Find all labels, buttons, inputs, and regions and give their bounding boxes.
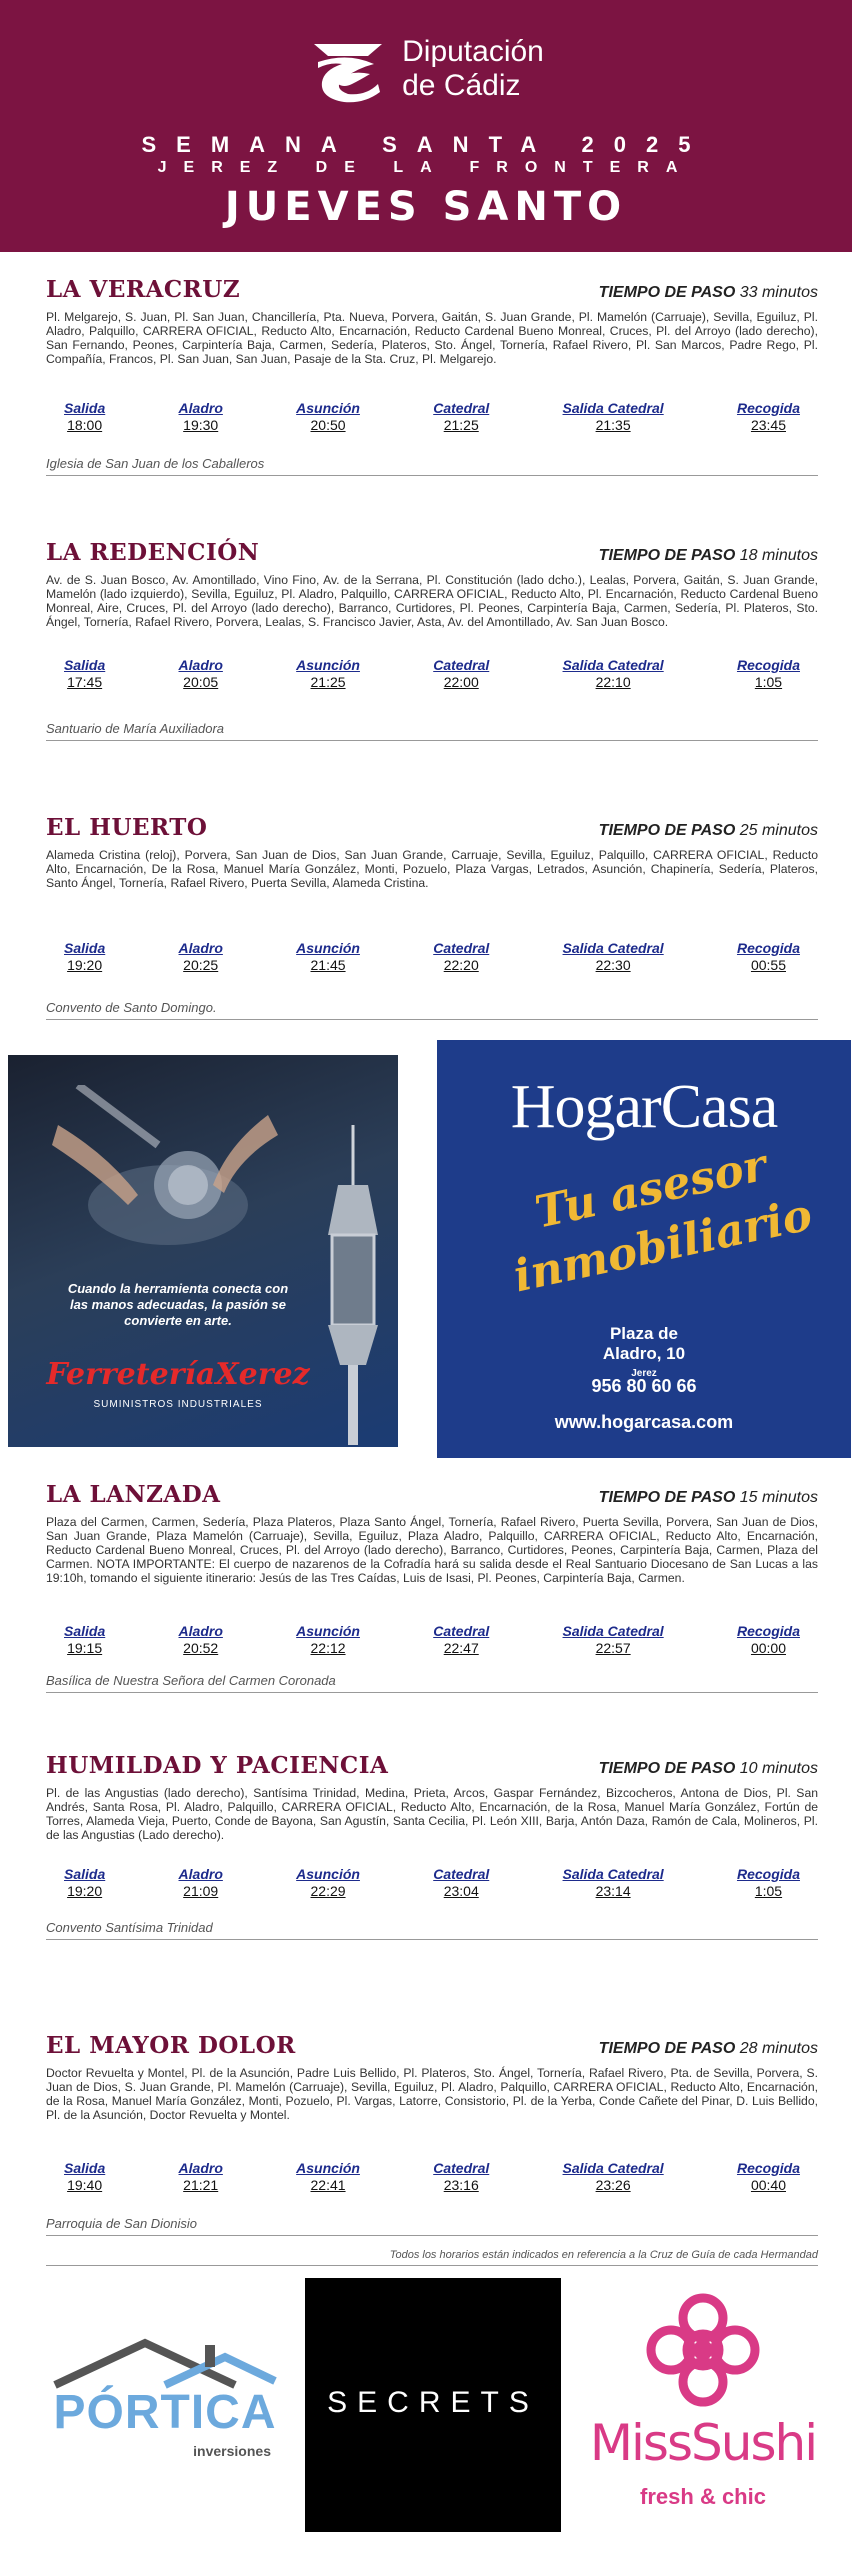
time-value: 22:00 (443, 674, 479, 690)
time-label: Aladro (178, 400, 223, 416)
tiempo-value: 25 minutos (739, 822, 818, 839)
portica-subtitle: inversiones (193, 2443, 271, 2459)
time-label: Salida Catedral (562, 1866, 664, 1882)
schedule-catedral (433, 400, 489, 433)
schedule-aladro (179, 1866, 223, 1899)
address-line-2: Aladro, 10 (602, 1344, 686, 1363)
schedule-salida-catedral (563, 1623, 664, 1656)
time-label: Salida (64, 400, 106, 416)
schedule-salida (64, 2160, 105, 2193)
time-value: 22:47 (443, 1640, 479, 1656)
tiempo-de-paso (599, 547, 818, 565)
time-value: 20:52 (183, 1640, 219, 1656)
time-value: 22:30 (595, 957, 631, 973)
time-label: Salida Catedral (562, 1623, 664, 1639)
schedule-row (46, 1866, 818, 1899)
time-value: 23:45 (750, 417, 786, 433)
ferreteria-subtitle: SUMINISTROS INDUSTRIALES (93, 1399, 263, 1410)
hermandad-section (46, 1481, 818, 1688)
schedule-asuncion (296, 1623, 360, 1656)
route-text: Plaza del Carmen, Carmen, Sedería, Plaza Plateros, Plaza Santo Ángel, Tornería, Rafael Rivero, Puerta Sevilla, Porvera, San Juan de Dios, San Juan Grande, Plaza Mamelón (Carruaje), Sevilla, Eguiluz, Plaza Aladro, Palquillo, CARRERA OFICIAL, Reducto Alto, Encarnación, Reducto Cardenal Bueno Monreal, Cruces, Pl. del Arroyo (lado derecho), Barranco, Curtidores, Peones, Carpintería Baja, Carmen, Plaza del Carmen. NOTA IMPORTANTE: El cuerpo de nazarenos de la Cofradía hará su salida desde el Real Santuario Diocesano de San Lucas a las 19:10h, tomando el siguiente itinerario: Jesús de las Tres Caídas, Luis de Isasi, Pl. Peones, Carpintería Baja, Carmen. (46, 1515, 818, 1585)
time-value: 20:25 (183, 957, 219, 973)
tiempo-de-paso (599, 1489, 818, 1507)
schedule-salida-catedral (563, 940, 664, 973)
time-label: Catedral (433, 657, 490, 673)
church-name: Convento de Santo Domingo. (46, 1000, 818, 1020)
hermandad-name: LA LANZADA (46, 1481, 221, 1508)
time-value: 19:15 (67, 1640, 103, 1656)
schedule-catedral (433, 940, 489, 973)
tiempo-label: TIEMPO DE PASO (598, 1489, 736, 1506)
time-label: Aladro (178, 1866, 223, 1882)
schedule-salida (64, 1623, 105, 1656)
time-label: Catedral (433, 1866, 490, 1882)
time-value: 20:05 (183, 674, 219, 690)
hogarcasa-slogan: Tu asesor inmobiliario (509, 1139, 817, 1303)
misssushi-subtitle: fresh & chic (640, 2484, 766, 2509)
time-label: Recogida (736, 400, 800, 416)
time-value: 1:05 (754, 674, 783, 690)
hermandad-section (46, 2032, 818, 2231)
tiempo-label: TIEMPO DE PASO (598, 822, 736, 839)
tiempo-value: 15 minutos (739, 1489, 818, 1506)
time-label: Catedral (433, 1623, 490, 1639)
schedule-asuncion (296, 657, 360, 690)
route-text: Pl. de las Angustias (lado derecho), Santísima Trinidad, Medina, Prieta, Arcos, Gaspar Fernández, Bizcocheros, Antona de Dios, Pl. San Andrés, Santa Rosa, Pl. Aladro, Palquillo, CARRERA OFICIAL, Reducto Alto, Encarnación, de la Rosa, Manuel María González, Fortún de Torres, Alameda Vieja, Puerto, Conde de Bayona, San Agustín, Santa Cecilia, Pl. León XIII, Barja, Antón Daza, Ramón de Cala, Molineros, Pl. de las Angustias (Lado derecho). (46, 1786, 818, 1842)
craftsman-hands-illustration (38, 1085, 288, 1265)
tiempo-label: TIEMPO DE PASO (598, 2040, 736, 2057)
schedule-aladro (179, 940, 223, 973)
time-value: 21:35 (595, 417, 631, 433)
footer-note: Todos los horarios están indicados en referencia a la Cruz de Guía de cada Hermandad (46, 2249, 818, 2266)
time-value: 21:45 (310, 957, 346, 973)
secrets-name: SECRETS (327, 2386, 539, 2419)
diputacion-emblem-icon (308, 34, 388, 104)
time-value: 00:00 (750, 1640, 786, 1656)
org-line-2: de Cádiz (402, 69, 521, 102)
time-label: Recogida (736, 1866, 800, 1882)
hermandad-name: HUMILDAD Y PACIENCIA (46, 1752, 389, 1779)
schedule-catedral (433, 657, 489, 690)
time-value: 23:26 (595, 2177, 631, 2193)
schedule-aladro (179, 1623, 223, 1656)
time-value: 1:05 (754, 1883, 783, 1899)
schedule-asuncion (296, 940, 360, 973)
time-label: Catedral (433, 2160, 490, 2176)
event-subtitle: SEMANA SANTA 2025 (141, 132, 711, 157)
time-value: 23:04 (443, 1883, 479, 1899)
tiempo-de-paso (599, 822, 818, 840)
schedule-salida (64, 1866, 105, 1899)
time-label: Recogida (736, 657, 800, 673)
schedule-row (46, 657, 818, 690)
schedule-aladro (179, 2160, 223, 2193)
ferreteria-xerez-ad (8, 1055, 398, 1447)
hermandad-name: EL HUERTO (46, 814, 208, 841)
time-label: Salida Catedral (562, 400, 664, 416)
hermandad-name: EL MAYOR DOLOR (46, 2032, 296, 2059)
time-label: Recogida (736, 1623, 800, 1639)
time-value: 17:45 (67, 674, 103, 690)
tiempo-value: 28 minutos (739, 2040, 818, 2057)
time-value: 19:20 (67, 1883, 103, 1899)
schedule-salida (64, 657, 105, 690)
time-label: Asunción (296, 940, 360, 956)
misssushi-logo (585, 2290, 821, 2530)
tiempo-de-paso (599, 2040, 818, 2058)
ferreteria-name: FerreteríaXerez (46, 1357, 310, 1392)
schedule-catedral (433, 1866, 489, 1899)
schedule-row (46, 400, 818, 433)
schedule-recogida (737, 1866, 800, 1899)
schedule-row (46, 2160, 818, 2193)
tiempo-label: TIEMPO DE PASO (598, 547, 736, 564)
church-name: Santuario de María Auxiliadora (46, 721, 818, 741)
tiempo-label: TIEMPO DE PASO (598, 1760, 736, 1777)
schedule-recogida (737, 1623, 800, 1656)
time-label: Aladro (178, 940, 223, 956)
hogarcasa-ad (437, 1040, 851, 1458)
hermandad-name: LA REDENCIÓN (46, 539, 260, 566)
route-text: Alameda Cristina (reloj), Porvera, San Juan de Dios, San Juan Grande, Carruaje, Sevilla, Eguiluz, Palquillo, CARRERA OFICIAL, Reducto Alto, Encarnación, De la Rosa, Manuel María González, Monti, Pozuelo, Plaza Vargas, Letrados, Asunción, Chapinería, Sedería, Plateros, Santo Ángel, Tornería, Rafael Rivero, Puerta Sevilla, Alameda Cristina. (46, 848, 818, 890)
hermandad-section (46, 814, 818, 1015)
time-value: 22:10 (595, 674, 631, 690)
time-value: 19:30 (183, 417, 219, 433)
time-label: Salida (64, 940, 106, 956)
time-value: 00:40 (750, 2177, 786, 2193)
tiempo-de-paso (599, 284, 818, 302)
time-label: Salida (64, 2160, 106, 2176)
misssushi-name: MissSushi (589, 2414, 817, 2472)
time-value: 21:09 (183, 1883, 219, 1899)
tiempo-value: 10 minutos (739, 1760, 818, 1777)
time-label: Salida Catedral (562, 940, 664, 956)
time-value: 19:20 (67, 957, 103, 973)
time-value: 22:41 (310, 2177, 346, 2193)
schedule-row (46, 940, 818, 973)
time-label: Salida Catedral (562, 2160, 664, 2176)
secrets-logo (305, 2278, 561, 2532)
time-label: Salida (64, 657, 106, 673)
route-text: Av. de S. Juan Bosco, Av. Amontillado, Vino Fino, Av. de la Serrana, Pl. Constitución (lado dcho.), Lealas, Porvera, Gaitán, S. Juan Grande, Mamelón (lado izquierdo), Sevilla, Eguiluz, Pl. Aladro, Palquillo, CARRERA OFICIAL, Reducto Alto, Pl. Encarnación, Reducto Cardenal Bueno Monreal, Aire, Cruces, Pl. del Arroyo (lado derecho), Barranco, Curtidores, Pl. Peones, Carpintería Baja, Carmen, Sedería, Pl. Plateros, Sto. Ángel, Tornería, Rafael Rivero, Porvera, Lealas, S. Francisco Javier, Asta, Av. del Amontillado, Av. San Juan Bosco. (46, 573, 818, 629)
church-name: Iglesia de San Juan de los Caballeros (46, 456, 818, 476)
diputacion-logo (0, 34, 852, 104)
flower-icon (643, 2290, 763, 2410)
time-label: Asunción (296, 1623, 360, 1639)
address-city: Jerez (631, 1368, 657, 1379)
time-label: Catedral (433, 940, 490, 956)
time-label: Asunción (296, 1866, 360, 1882)
schedule-aladro (179, 400, 223, 433)
schedule-catedral (433, 2160, 489, 2193)
header-banner (0, 0, 852, 252)
schedule-row (46, 1623, 818, 1656)
ferreteria-slogan: Cuando la herramienta conecta con las manos adecuadas, la pasión se convierte en arte. (67, 1281, 289, 1328)
tiempo-value: 33 minutos (739, 284, 818, 301)
diputacion-wordmark (402, 35, 544, 103)
time-value: 00:55 (750, 957, 786, 973)
schedule-asuncion (296, 400, 360, 433)
tiempo-label: TIEMPO DE PASO (598, 284, 736, 301)
time-label: Asunción (296, 2160, 360, 2176)
tiempo-de-paso (599, 1760, 818, 1778)
schedule-recogida (737, 940, 800, 973)
portica-logo (45, 2335, 285, 2475)
hogarcasa-website: www.hogarcasa.com (554, 1412, 734, 1432)
time-label: Asunción (296, 400, 360, 416)
lantern-icon (318, 1125, 388, 1445)
time-value: 22:29 (310, 1883, 346, 1899)
schedule-salida (64, 400, 105, 433)
time-label: Catedral (433, 400, 490, 416)
schedule-aladro (179, 657, 223, 690)
church-name: Convento Santísima Trinidad (46, 1920, 818, 1940)
hogarcasa-address (437, 1324, 851, 1384)
time-label: Recogida (736, 940, 800, 956)
schedule-catedral (433, 1623, 489, 1656)
page-title: JUEVES SANTO (224, 184, 628, 230)
schedule-salida-catedral (563, 2160, 664, 2193)
schedule-salida (64, 940, 105, 973)
time-value: 20:50 (310, 417, 346, 433)
time-label: Salida (64, 1623, 106, 1639)
hermandad-section (46, 276, 818, 471)
time-value: 18:00 (67, 417, 103, 433)
schedule-salida-catedral (563, 400, 664, 433)
time-value: 23:16 (443, 2177, 479, 2193)
hogarcasa-name: HogarCasa (510, 1073, 778, 1141)
time-value: 22:12 (310, 1640, 346, 1656)
schedule-recogida (737, 2160, 800, 2193)
time-label: Aladro (178, 2160, 223, 2176)
org-line-1: Diputación (402, 35, 544, 68)
hermandad-name: LA VERACRUZ (46, 276, 241, 303)
church-name: Parroquia de San Dionisio (46, 2216, 818, 2236)
schedule-recogida (737, 657, 800, 690)
time-label: Salida (64, 1866, 106, 1882)
time-value: 22:57 (595, 1640, 631, 1656)
portica-name: PÓRTICA (53, 2386, 277, 2439)
time-label: Aladro (178, 1623, 223, 1639)
schedule-salida-catedral (563, 657, 664, 690)
city-subtitle: JEREZ DE LA FRONTERA (157, 159, 695, 176)
time-label: Aladro (178, 657, 223, 673)
schedule-asuncion (296, 2160, 360, 2193)
hermandad-section (46, 1752, 818, 1935)
route-text: Pl. Melgarejo, S. Juan, Pl. San Juan, Chancillería, Pta. Nueva, Porvera, Gaitán, S. Juan Grande, Pl. Mamelón (Carruaje), Sevilla, Eguiluz, Pl. Aladro, Palquillo, CARRERA OFICIAL, Reducto Alto, Encarnación, Reducto Cardenal Bueno Monreal, Cruces, Pl. del Arroyo (lado derecho), San Fernando, Peones, Carpintería Baja, Carmen, Sedería, Plateros, Sto. Ángel, Tornería, Rafael Rivero, Pl. San Marcos, Padre Rego, Pl. Compañía, Francos, Pl. San Juan, San Juan, Pasaje de la Sta. Cruz, Pl. Melgarejo. (46, 310, 818, 366)
time-value: 21:25 (443, 417, 479, 433)
hogarcasa-phone: 956 80 60 66 (591, 1376, 697, 1396)
schedule-salida-catedral (563, 1866, 664, 1899)
tiempo-value: 18 minutos (739, 547, 818, 564)
time-label: Asunción (296, 657, 360, 673)
hermandad-section (46, 539, 818, 736)
route-text: Doctor Revuelta y Montel, Pl. de la Asunción, Padre Luis Bellido, Pl. Plateros, Sto. Ángel, Tornería, Rafael Rivero, Pta. de Sevilla, Porvera, S. Juan de Dios, S. Juan Grande, Pl. Mamelón (Carruaje), Sevilla, Eguiluz, Pl. Aladro, Palquillo, CARRERA OFICIAL, Reducto Alto, Encarnación, de la Rosa, Manuel María González, Monti, Pozuelo, Pl. Vargas, Latorre, Consistorio, Pl. de la Yerba, Conde Cañete del Pinar, D. Luis Bellido, Pl. de la Asunción, Doctor Revuelta y Montel. (46, 2066, 818, 2122)
time-value: 22:20 (443, 957, 479, 973)
address-line-1: Plaza de (609, 1324, 679, 1343)
time-label: Salida Catedral (562, 657, 664, 673)
schedule-recogida (737, 400, 800, 433)
time-value: 21:21 (183, 2177, 219, 2193)
schedule-asuncion (296, 1866, 360, 1899)
time-value: 23:14 (595, 1883, 631, 1899)
time-value: 21:25 (310, 674, 346, 690)
church-name: Basílica de Nuestra Señora del Carmen Coronada (46, 1673, 818, 1693)
time-value: 19:40 (67, 2177, 103, 2193)
time-label: Recogida (736, 2160, 800, 2176)
